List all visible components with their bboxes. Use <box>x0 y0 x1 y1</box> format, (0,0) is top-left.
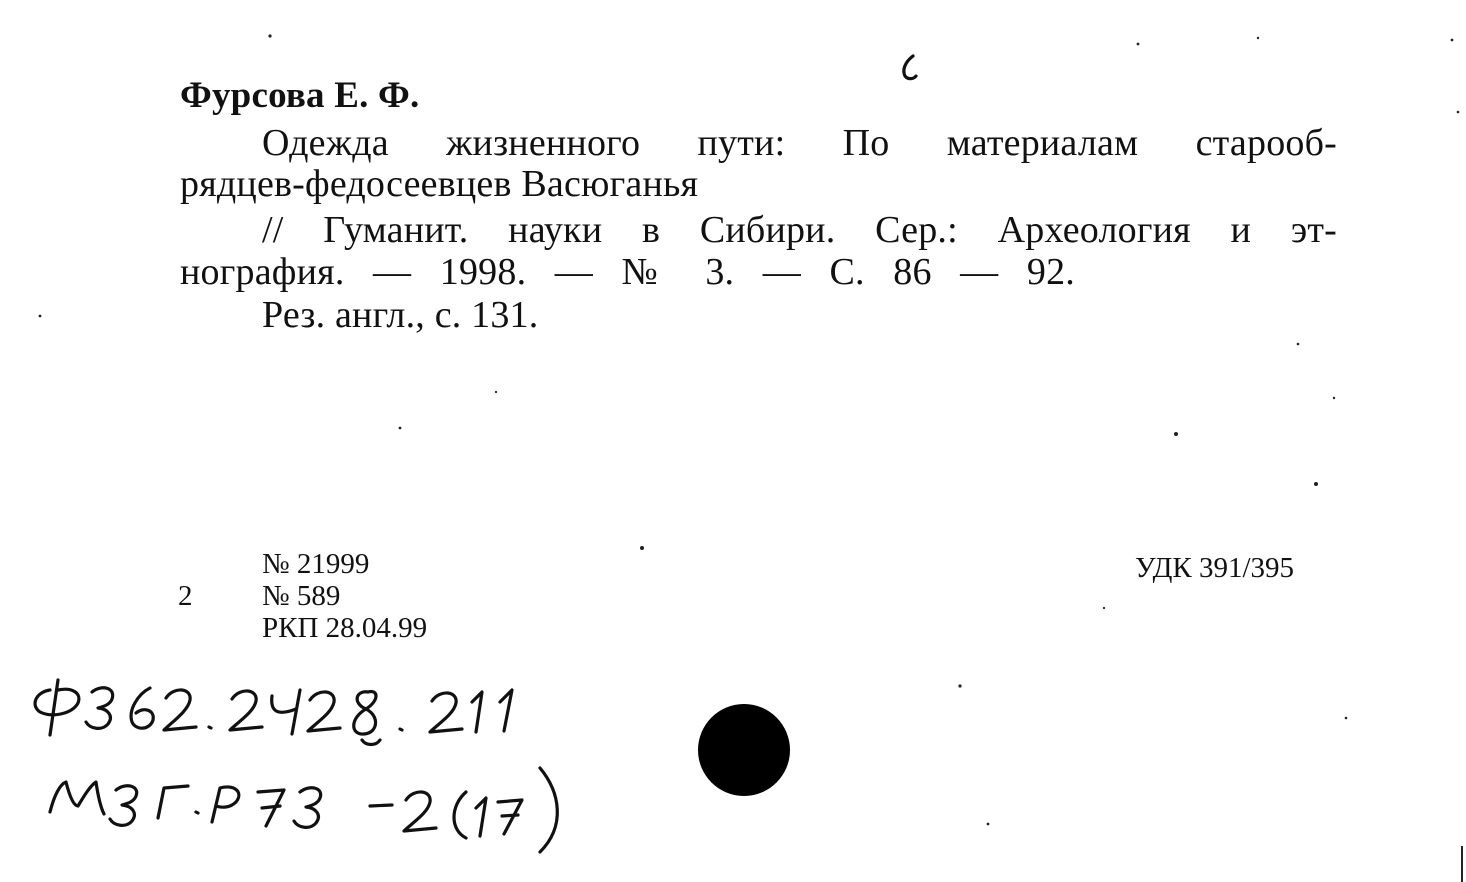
summary-note: Рез. англ., с. 131. <box>262 294 539 336</box>
issue-number: № 589 <box>262 580 341 612</box>
author-name: Фурсова Е. Ф. <box>180 75 420 116</box>
title-line-2: рядцев-федосеевцев Васюганья <box>180 163 699 205</box>
card-number: 2 <box>178 580 193 612</box>
source-line-2: нография. — 1998. — № 3. — С. 86 — 92. <box>180 251 1075 293</box>
rkp-date: РКП 28.04.99 <box>262 612 428 644</box>
source-line-1: // Гуманит. науки в Сибири. Сер.: Археология и эт- <box>262 209 1337 251</box>
accession-number: № 21999 <box>262 548 370 580</box>
udk-code: УДК 391/395 <box>1135 552 1295 584</box>
title-line-1: Одежда жизненного пути: По материалам старооб- <box>262 122 1337 164</box>
